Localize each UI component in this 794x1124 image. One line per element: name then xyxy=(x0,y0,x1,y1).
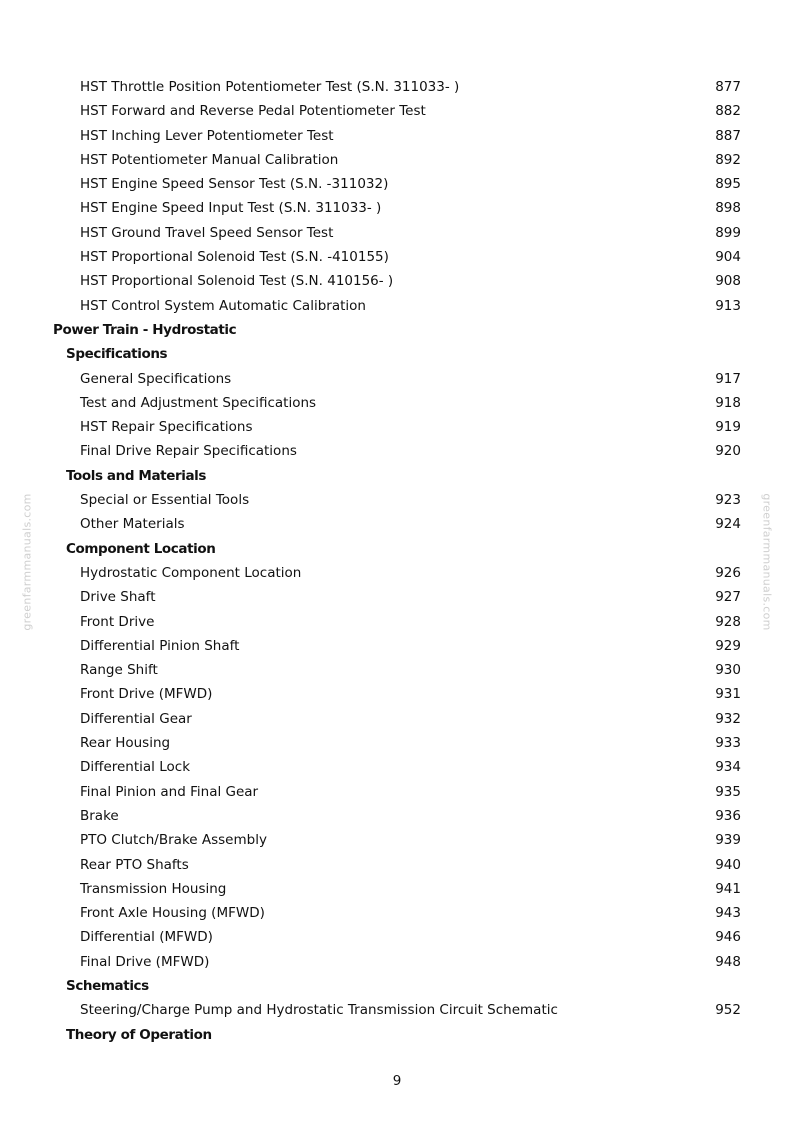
toc-entry-title: Specifications xyxy=(66,346,168,363)
toc-entry-title: Differential Gear xyxy=(80,710,192,727)
toc-entry-title: HST Engine Speed Input Test (S.N. 311033- ) xyxy=(80,200,382,217)
toc-entry-title: Hydrostatic Component Location xyxy=(80,564,302,581)
toc-entry-title: Power Train - Hydrostatic xyxy=(53,321,237,338)
toc-entry-page: 926 xyxy=(715,564,741,581)
toc-section-heading[interactable] xyxy=(0,537,794,561)
toc-entry-title: Differential (MFWD) xyxy=(80,929,213,946)
toc-entry-page: 882 xyxy=(715,103,741,120)
toc-entry[interactable] xyxy=(0,269,794,293)
toc-entry-page: 917 xyxy=(715,370,741,387)
toc-entry[interactable] xyxy=(0,124,794,148)
toc-section-heading[interactable] xyxy=(0,1023,794,1047)
toc-entry[interactable] xyxy=(0,512,794,536)
toc-entry[interactable] xyxy=(0,488,794,512)
toc-entry-title: Special or Essential Tools xyxy=(80,492,250,509)
toc-entry-title: Steering/Charge Pump and Hydrostatic Transmission Circuit Schematic xyxy=(80,1002,558,1019)
toc-entry-title: Differential Lock xyxy=(80,759,191,776)
toc-entry-page: 952 xyxy=(715,1002,741,1019)
toc-entry-title: PTO Clutch/Brake Assembly xyxy=(80,832,267,849)
toc-entry-title: Range Shift xyxy=(80,662,158,679)
page-number: 9 xyxy=(392,1073,402,1089)
toc-entry-page: 918 xyxy=(715,394,741,411)
toc-entry-page: 940 xyxy=(715,856,741,873)
toc-entry-page: 923 xyxy=(715,492,741,509)
toc-entry-page: 930 xyxy=(715,662,741,679)
toc-section-heading[interactable] xyxy=(0,974,794,998)
toc-entry-page: 924 xyxy=(715,516,741,533)
toc-entry-page: 908 xyxy=(715,273,741,290)
toc-entry-page: 927 xyxy=(715,589,741,606)
toc-entry-page: 895 xyxy=(715,176,741,193)
toc-entry[interactable] xyxy=(0,221,794,245)
toc-entry[interactable] xyxy=(0,367,794,391)
table-of-contents xyxy=(0,75,794,1047)
toc-entry[interactable] xyxy=(0,294,794,318)
toc-entry-title: HST Engine Speed Sensor Test (S.N. -311032) xyxy=(80,176,389,193)
toc-entry-title: Drive Shaft xyxy=(80,589,156,606)
toc-entry[interactable] xyxy=(0,853,794,877)
toc-entry[interactable] xyxy=(0,439,794,463)
toc-entry-page: 948 xyxy=(715,953,741,970)
toc-entry-page: 887 xyxy=(715,127,741,144)
toc-entry[interactable] xyxy=(0,901,794,925)
toc-entry[interactable] xyxy=(0,148,794,172)
toc-entry[interactable] xyxy=(0,877,794,901)
toc-entry-page: 877 xyxy=(715,79,741,95)
toc-entry-page: 934 xyxy=(715,759,741,776)
toc-entry[interactable] xyxy=(0,610,794,634)
toc-entry[interactable] xyxy=(0,585,794,609)
toc-entry[interactable] xyxy=(0,634,794,658)
toc-entry[interactable] xyxy=(0,925,794,949)
toc-entry-page: 919 xyxy=(715,419,741,436)
toc-entry-title: Final Drive (MFWD) xyxy=(80,953,210,970)
toc-entry-page: 920 xyxy=(715,443,741,460)
toc-entry-title: HST Forward and Reverse Pedal Potentiometer Test xyxy=(80,103,426,120)
toc-section-heading[interactable] xyxy=(0,464,794,488)
toc-entry-page: 932 xyxy=(715,710,741,727)
toc-entry[interactable] xyxy=(0,828,794,852)
toc-entry-title: Final Drive Repair Specifications xyxy=(80,443,297,460)
toc-entry-title: HST Repair Specifications xyxy=(80,419,253,436)
toc-entry-title: Other Materials xyxy=(80,516,185,533)
watermark-left: greenfarmmanuals.com xyxy=(20,493,34,631)
toc-entry-title: Tools and Materials xyxy=(66,467,207,484)
toc-entry-page: 946 xyxy=(715,929,741,946)
toc-entry-page: 935 xyxy=(715,783,741,800)
toc-entry-page: 933 xyxy=(715,735,741,752)
toc-entry-page: 899 xyxy=(715,224,741,241)
toc-entry-page: 928 xyxy=(715,613,741,630)
toc-entry-title: Transmission Housing xyxy=(80,880,227,897)
toc-entry-title: HST Ground Travel Speed Sensor Test xyxy=(80,224,334,241)
toc-entry[interactable] xyxy=(0,415,794,439)
toc-entry-page: 892 xyxy=(715,151,741,168)
toc-entry-title: Test and Adjustment Specifications xyxy=(80,394,317,411)
toc-entry-title: Component Location xyxy=(66,540,216,557)
toc-entry-page: 936 xyxy=(715,807,741,824)
toc-entry[interactable] xyxy=(0,99,794,123)
toc-entry-page: 898 xyxy=(715,200,741,217)
toc-entry-title: Schematics xyxy=(66,977,149,994)
toc-entry-page: 939 xyxy=(715,832,741,849)
toc-entry-title: HST Throttle Position Potentiometer Test (S.N. 311033- ) xyxy=(80,79,460,95)
toc-entry-page: 931 xyxy=(715,686,741,703)
toc-entry[interactable] xyxy=(0,707,794,731)
toc-entry-page: 943 xyxy=(715,905,741,922)
toc-entry-title: Rear Housing xyxy=(80,735,171,752)
toc-entry[interactable] xyxy=(0,998,794,1022)
toc-entry-title: Front Drive (MFWD) xyxy=(80,686,213,703)
toc-entry[interactable] xyxy=(0,658,794,682)
toc-section-heading[interactable] xyxy=(0,318,794,342)
toc-entry-page: 929 xyxy=(715,637,741,654)
toc-entry-title: HST Proportional Solenoid Test (S.N. 410156- ) xyxy=(80,273,394,290)
toc-entry-title: HST Control System Automatic Calibration xyxy=(80,297,366,314)
watermark-right: greenfarmmanuals.com xyxy=(760,493,774,631)
toc-section-heading[interactable] xyxy=(0,342,794,366)
toc-entry-title: Front Axle Housing (MFWD) xyxy=(80,905,265,922)
toc-entry-title: Front Drive xyxy=(80,613,155,630)
toc-entry-title: Theory of Operation xyxy=(66,1026,212,1043)
toc-entry-page: 941 xyxy=(715,880,741,897)
toc-entry[interactable] xyxy=(0,172,794,196)
toc-entry[interactable] xyxy=(0,682,794,706)
toc-entry[interactable] xyxy=(0,755,794,779)
toc-entry[interactable] xyxy=(0,196,794,220)
toc-entry-title: Brake xyxy=(80,807,119,824)
toc-entry-page: 904 xyxy=(715,249,741,266)
toc-entry[interactable] xyxy=(0,804,794,828)
toc-entry[interactable] xyxy=(0,245,794,269)
toc-entry-title: Final Pinion and Final Gear xyxy=(80,783,259,800)
toc-entry[interactable] xyxy=(0,950,794,974)
toc-entry[interactable] xyxy=(0,391,794,415)
toc-entry-title: Rear PTO Shafts xyxy=(80,856,189,873)
toc-entry-title: General Specifications xyxy=(80,370,232,387)
toc-entry-page: 913 xyxy=(715,297,741,314)
toc-entry-title: Differential Pinion Shaft xyxy=(80,637,240,654)
toc-entry-title: HST Inching Lever Potentiometer Test xyxy=(80,127,334,144)
toc-entry[interactable] xyxy=(0,561,794,585)
toc-entry-title: HST Proportional Solenoid Test (S.N. -410155) xyxy=(80,249,389,266)
toc-entry[interactable] xyxy=(0,731,794,755)
toc-entry[interactable] xyxy=(0,780,794,804)
toc-entry-title: HST Potentiometer Manual Calibration xyxy=(80,151,339,168)
toc-entry[interactable] xyxy=(0,75,794,99)
